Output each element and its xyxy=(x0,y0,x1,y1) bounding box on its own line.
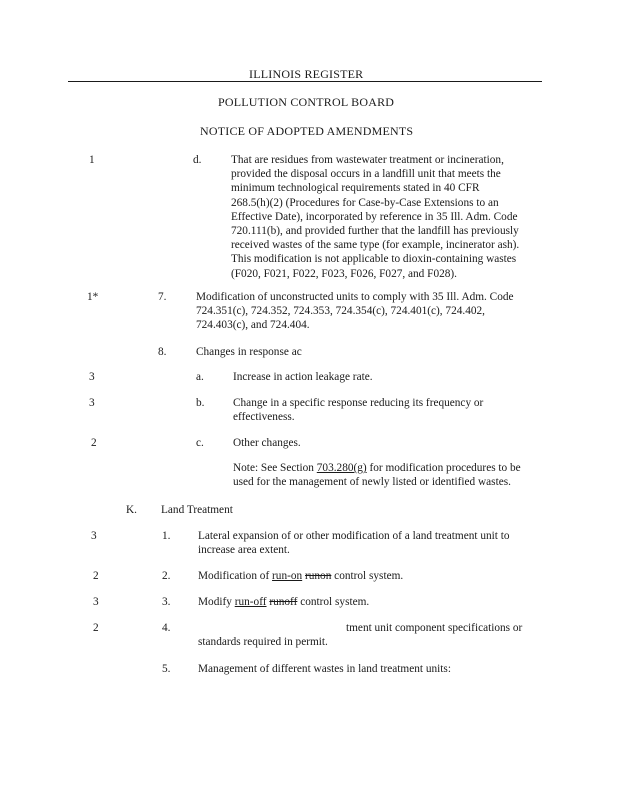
section-k-label: K. xyxy=(126,504,137,516)
text-line: This modification is not applicable to dioxin-containing wastes xyxy=(231,253,517,266)
class-k4: 2 xyxy=(93,622,99,634)
text-line: increase area extent. xyxy=(198,544,290,557)
text-suffix: control system. xyxy=(331,570,404,582)
register-title: ILLINOIS REGISTER xyxy=(249,67,364,81)
text-prefix: Modification of xyxy=(198,570,273,582)
text-line: received wastes of the same type (for example, incinerator ash). xyxy=(231,239,520,252)
label-k4: 4. xyxy=(162,622,171,634)
deleted-text: runoff xyxy=(269,596,298,608)
label-k3: 3. xyxy=(162,596,171,608)
label-k5: 5. xyxy=(162,663,171,675)
deleted-text: runon xyxy=(305,570,332,582)
class-k3: 3 xyxy=(93,596,99,608)
text-k2 xyxy=(198,569,403,583)
label-d: d. xyxy=(193,154,202,166)
header-rule xyxy=(68,81,542,82)
text-a: Increase in action leakage rate. xyxy=(233,371,373,383)
label-k2: 2. xyxy=(162,570,171,582)
text-line: minimum technological requirements stated in 40 CFR xyxy=(231,182,480,195)
class-c: 2 xyxy=(91,437,97,449)
text-line: Modification of unconstructed units to comply with 35 Ill. Adm. Code xyxy=(196,291,514,303)
note-text xyxy=(233,461,521,489)
text-line: used for the management of newly listed or identified wastes. xyxy=(233,476,511,489)
label-7: 7. xyxy=(158,291,167,303)
class-d: 1 xyxy=(89,154,95,166)
text-prefix: Modify xyxy=(198,596,235,608)
text-c: Other changes. xyxy=(233,437,301,449)
text-line: 724.403(c), and 724.404. xyxy=(196,319,310,332)
text-b xyxy=(233,396,483,424)
text-line: That are residues from wastewater treatment or incineration, xyxy=(231,154,504,166)
label-c: c. xyxy=(196,437,204,449)
text-d xyxy=(231,153,519,281)
class-k2: 2 xyxy=(93,570,99,582)
text-k5: Management of different wastes in land treatment units: xyxy=(198,663,451,675)
board-title: POLLUTION CONTROL BOARD xyxy=(218,95,395,109)
class-a: 3 xyxy=(89,371,95,383)
text-line: (F020, F021, F022, F023, F026, F027, and F028). xyxy=(231,267,457,280)
text-8: Changes in response ac xyxy=(196,346,302,358)
text-line: 268.5(h)(2) (Procedures for Case-by-Case Extensions to an xyxy=(231,196,499,209)
text-suffix: control system. xyxy=(297,596,370,608)
inserted-text: run-off xyxy=(234,596,267,608)
text-line: 720.111(b), and provided further that the landfill has previously xyxy=(231,225,519,238)
text-k3 xyxy=(198,595,369,609)
class-7: 1* xyxy=(87,291,99,303)
text-line: 724.351(c), 724.352, 724.353, 724.354(c), 724.401(c), 724.402, xyxy=(196,305,485,318)
class-b: 3 xyxy=(89,397,95,409)
class-k1: 3 xyxy=(91,530,97,542)
label-8: 8. xyxy=(158,346,167,358)
text-line: Lateral expansion of or other modification of a land treatment unit to xyxy=(198,530,510,542)
text-line: effectiveness. xyxy=(233,411,295,424)
label-k1: 1. xyxy=(162,530,171,542)
section-reference: 703.280(g) xyxy=(316,462,367,474)
notice-title: NOTICE OF ADOPTED AMENDMENTS xyxy=(200,124,414,138)
label-b: b. xyxy=(196,397,205,409)
text-7 xyxy=(196,290,514,333)
text-k1 xyxy=(198,529,510,557)
text-k4-line2: standards required in permit. xyxy=(198,636,328,648)
text-line: provided the disposal occurs in a landfill unit that meets the xyxy=(231,168,501,181)
label-a: a. xyxy=(196,371,204,383)
text-k4-line1: tment unit component specifications or xyxy=(346,622,523,634)
section-k-title: Land Treatment xyxy=(161,504,233,516)
text-line: Effective Date), incorporated by reference in 35 Ill. Adm. Code xyxy=(231,210,518,223)
inserted-text: run-on xyxy=(272,570,303,582)
text-line: Note: See Section 703.280(g) for modification procedures to be xyxy=(233,462,521,474)
text-line: Change in a specific response reducing its frequency or xyxy=(233,397,484,409)
